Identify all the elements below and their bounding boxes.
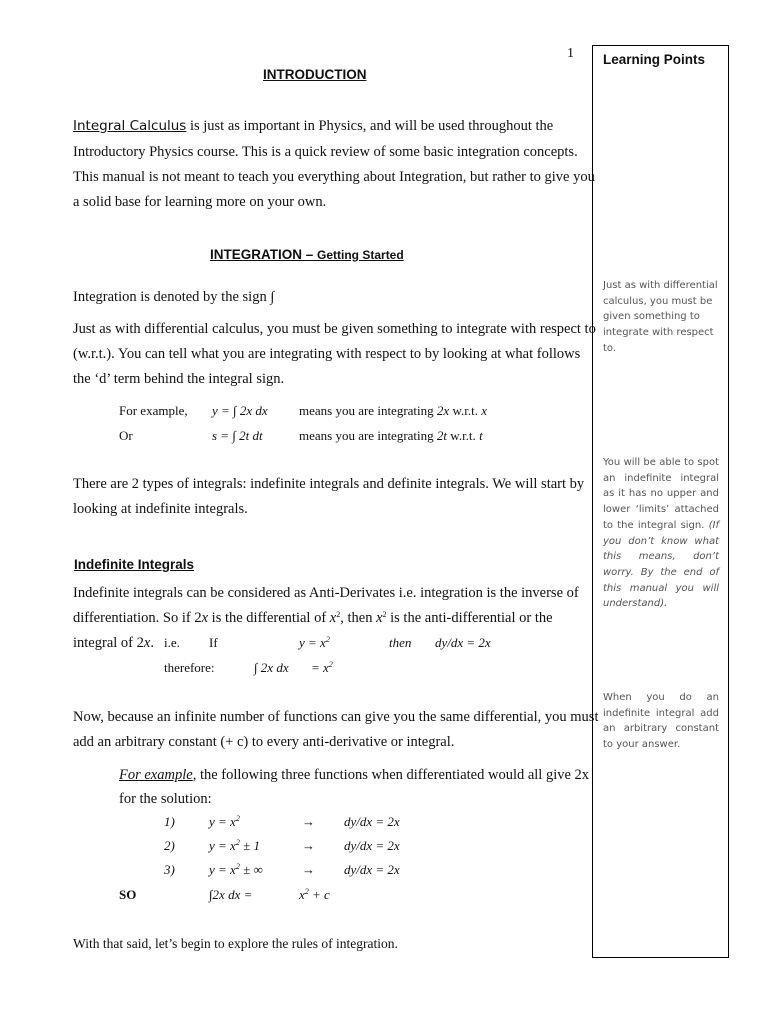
learning-note-2: You will be able to spot an indefinite integral as it has no upper and lower ‘limits’ attached to the integral sign. (If you don’t know what this means, don’t worry. By the end of this manual you will understand). xyxy=(603,457,719,610)
y-equals-x2: $y = x^2$ xyxy=(299,635,330,650)
intro-line-1: Integral Calculus is just as important in Physics, and will be used throughout the xyxy=(73,118,554,134)
wrt-line-2: (w.r.t.). You can tell what you are integrating with respect to by looking at what follows xyxy=(73,346,581,362)
list-item-num: 2) xyxy=(164,838,175,853)
integral-sign-line: Integration is denoted by the sign ∫ xyxy=(73,289,275,305)
indefinite-line-1: Indefinite integrals can be considered as Anti-Derivates i.e. integration is the inverse of xyxy=(73,585,579,601)
learning-points-sidebar xyxy=(592,45,729,958)
wrt-line-3: the ‘d’ term behind the integral sign. xyxy=(73,371,285,387)
example-expr-2: s = ∫ 2t dt xyxy=(212,428,263,443)
intro-line-2: Introductory Physics course. This is a quick review of some basic integration concepts. xyxy=(73,144,578,160)
getting-started-heading: INTEGRATION – Getting Started xyxy=(210,247,404,262)
constant-line-2: add an arbitrary constant (+ c) to every anti-derivative or integral. xyxy=(73,734,455,750)
intro-line-4: a solid base for learning more on your own. xyxy=(73,194,327,210)
list-item-rhs: dy/dx = 2x xyxy=(344,814,400,829)
list-item-lhs: $y = x^2$ ± ∞ xyxy=(209,862,263,877)
equals-x2: = $x^2$ xyxy=(311,660,333,675)
indefinite-line-3: integral of 2x. xyxy=(73,635,154,651)
integral-calculus-term: Integral Calculus xyxy=(73,118,187,134)
arrow-icon: → xyxy=(302,838,315,853)
so-label: SO xyxy=(119,887,137,902)
example-intro-line-2: for the solution: xyxy=(119,791,212,807)
types-line-1: There are 2 types of integrals: indefinite integrals and definite integrals. We will start by xyxy=(73,476,585,492)
example-desc-2: means you are integrating 2t w.r.t. t xyxy=(299,428,483,443)
then-label: then xyxy=(389,635,412,650)
list-item-lhs: $y = x^2$ xyxy=(209,814,240,829)
example-expr-1: y = ∫ 2x dx xyxy=(212,403,268,418)
indefinite-line-2: differentiation. So if 2x is the differential of $x^2$, then $x^2$ is the anti-differential or the xyxy=(73,610,553,626)
page-title: INTRODUCTION xyxy=(263,67,367,82)
example-row-1: For example, xyxy=(119,403,188,418)
list-item-num: 1) xyxy=(164,814,175,829)
example-intro-line-1: For example, the following three functions when differentiated would all give 2x xyxy=(119,767,590,783)
example-row-2: Or xyxy=(119,428,133,443)
example-desc-1: means you are integrating 2x w.r.t. x xyxy=(299,403,487,418)
list-item-rhs: dy/dx = 2x xyxy=(344,862,400,877)
wrt-line-1: Just as with differential calculus, you must be given something to integrate with respect to xyxy=(73,321,596,337)
arrow-icon: → xyxy=(302,862,315,877)
list-item-num: 3) xyxy=(164,862,175,877)
if-label: If xyxy=(209,635,218,650)
closing-line: With that said, let’s begin to explore the rules of integration. xyxy=(73,936,398,951)
learning-note-3: When you do an indefinite integral add an arbitrary constant to your answer. xyxy=(603,692,719,751)
indefinite-integrals-heading: Indefinite Integrals xyxy=(74,557,195,572)
ie-label: i.e. xyxy=(164,635,180,650)
page-number: 1 xyxy=(567,46,574,61)
types-line-2: looking at indefinite integrals. xyxy=(73,501,248,517)
so-result: $x^2 + c$ xyxy=(299,887,330,902)
learning-note-1: Just as with differential calculus, you must be given something to integrate with respect to. xyxy=(603,280,718,354)
so-integral: ∫2x dx = xyxy=(209,887,253,902)
constant-line-1: Now, because an infinite number of functions can give you the same differential, you must xyxy=(73,709,599,725)
list-item-lhs: $y = x^2 \pm 1$ xyxy=(209,838,260,853)
arrow-icon: → xyxy=(302,814,315,829)
intro-line-3: This manual is not meant to teach you everything about Integration, but rather to give you xyxy=(73,169,595,185)
dydx-2x: dy/dx = 2x xyxy=(435,635,491,650)
therefore-label: therefore: xyxy=(164,660,215,675)
for-example-label: For example xyxy=(119,767,193,783)
list-item-rhs: dy/dx = 2x xyxy=(344,838,400,853)
sidebar-title: Learning Points xyxy=(603,52,706,67)
integral-2x-dx: ∫ 2x dx xyxy=(254,660,289,675)
